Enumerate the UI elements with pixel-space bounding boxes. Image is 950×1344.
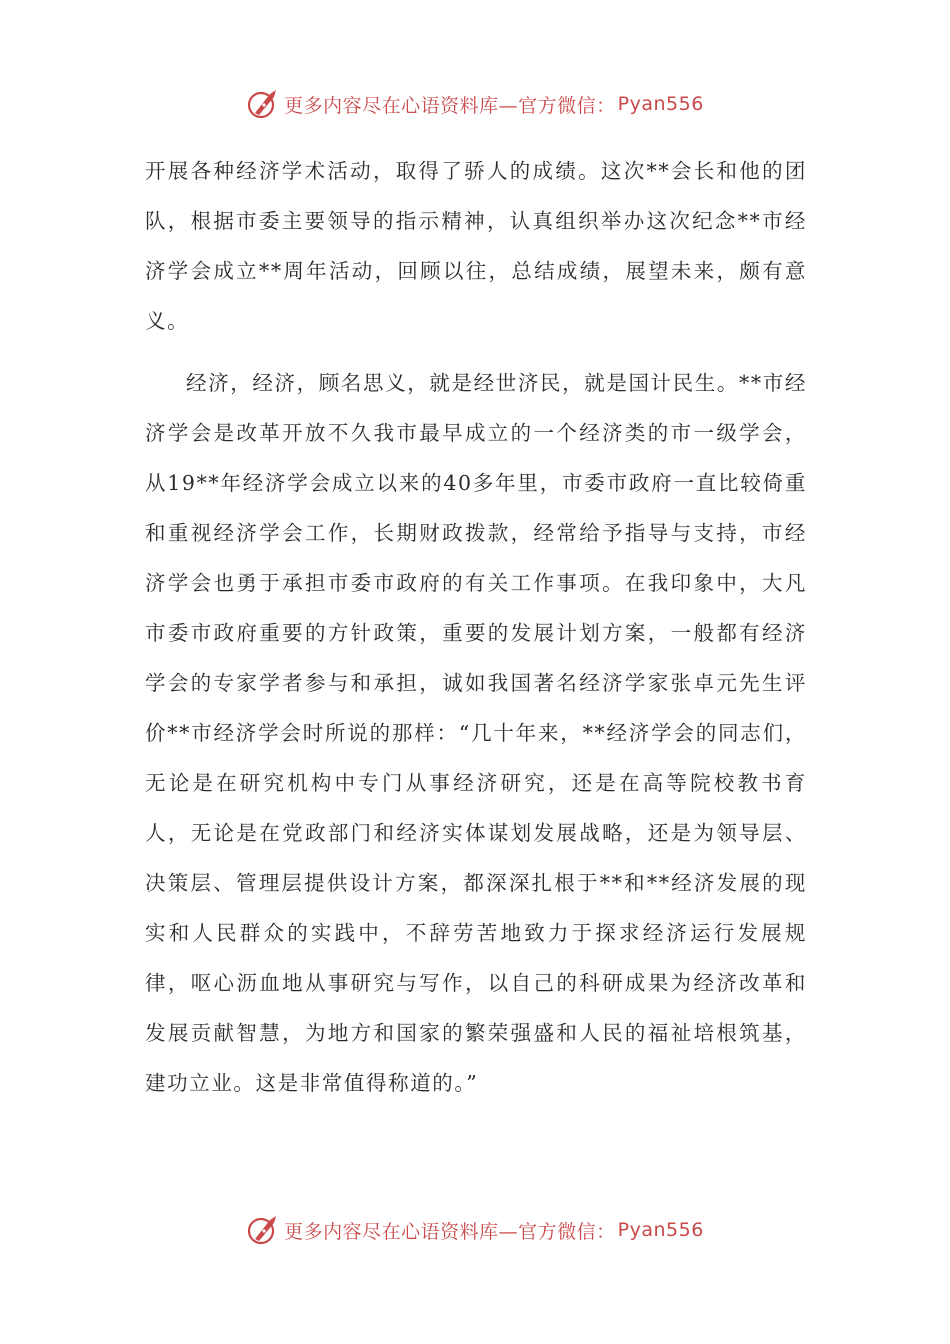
wechat-id: Pyan556 xyxy=(617,93,704,115)
footer-banner xyxy=(0,1210,950,1250)
pen-nib-circle-icon xyxy=(246,1213,280,1247)
banner-title: 更多内容尽在心语资料库—官方微信： xyxy=(284,94,616,117)
paragraph: 经济，经济，顾名思义，就是经世济民，就是国计民生。**市经济学会是改革开放不久我市最早成立的一个经济类的市一级学会，从19**年经济学会成立以来的40多年里，市委市政府一直比较倚重和重视经济学会工作，长期财政拨款，经常给予指导与支持，市经济学会也勇于承担市委市政府的有关工作事项。在我印象中，大凡市委市政府重要的方针政策，重要的发展计划方案，一般都有经济学会的专家学者参与和承担，诚如我国著名经济学家张卓元先生评价**市经济学会时所说的那样：“几十年来，**经济学会的同志们，无论是在研究机构中专门从事经济研究，还是在高等院校教书育人，无论是在党政部门和经济实体谋划发展战略，还是为领导层、决策层、管理层提供设计方案，都深深扎根于**和**经济发展的现实和人民群众的实践中，不辞劳苦地致力于探求经济运行发展规律，呕心沥血地从事研究与写作，以自己的科研成果为经济改革和发展贡献智慧，为地方和国家的繁荣强盛和人民的福祉培根筑基，建功立业。这是非常值得称道的。” xyxy=(145,371,807,1095)
header-banner xyxy=(0,84,950,124)
wechat-id: Pyan556 xyxy=(617,1219,704,1241)
pen-nib-circle-icon xyxy=(246,87,280,121)
paragraph: 开展各种经济学术活动，取得了骄人的成绩。这次**会长和他的团队，根据市委主要领导的指示精神，认真组织举办这次纪念**市经济学会成立**周年活动，回顾以往，总结成绩，展望未来，颇有意义。 xyxy=(145,159,807,333)
banner-title: 更多内容尽在心语资料库—官方微信： xyxy=(284,1220,616,1243)
document-body xyxy=(145,146,807,1108)
